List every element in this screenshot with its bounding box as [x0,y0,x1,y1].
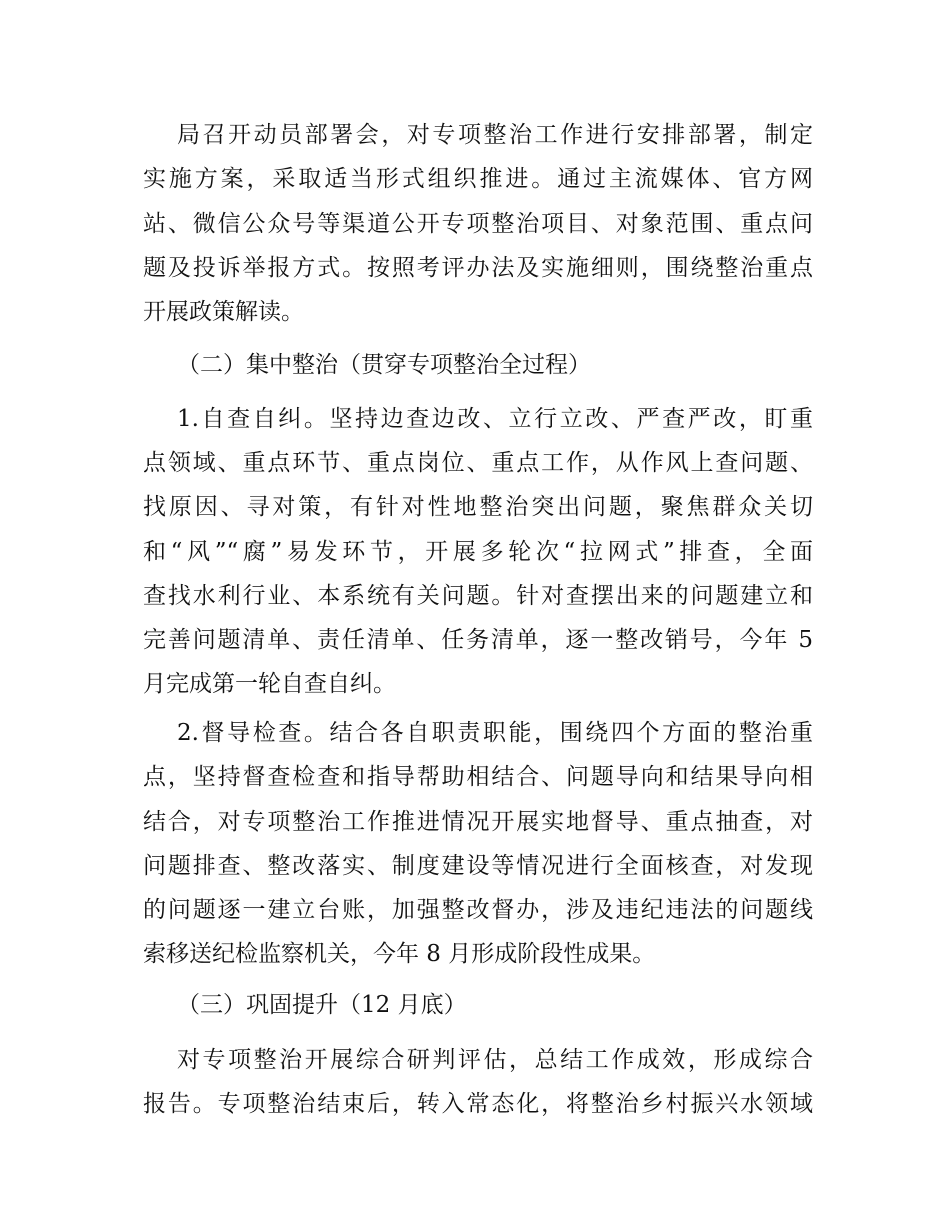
paragraph-3-line-4: 问题排查、整改落实、制度建设等情况进行全面核查，对发现 [143,853,813,879]
paragraph-3-line-6: 索移送纪检监察机关，今年 8 月形成阶段性成果。 [143,941,656,967]
section-heading-2: （二）集中整治（贯穿专项整治全过程） [177,352,591,378]
paragraph-2-line-7: 月完成第一轮自查自纠。 [143,671,396,697]
paragraph-3-line-5: 的问题逐一建立台账，加强整改督办，涉及违纪违法的问题线 [143,897,813,923]
paragraph-1-line-3: 站、微信公众号等渠道公开专项整治项目、对象范围、重点问 [143,211,813,237]
paragraph-3-line-2: 点，坚持督查检查和指导帮助相结合、问题导向和结果导向相 [143,764,813,790]
paragraph-2-line-2: 点领域、重点环节、重点岗位、重点工作，从作风上查问题、 [143,450,813,476]
paragraph-2-line-5: 查找水利行业、本系统有关问题。针对查摆出来的问题建立和 [143,583,813,609]
paragraph-2-line-6: 完善问题清单、责任清单、任务清单，逐一整改销号，今年 5 [143,627,813,653]
paragraph-1-line-5: 开展政策解读。 [143,299,304,325]
paragraph-1-line-2: 实施方案，采取适当形式组织推进。通过主流媒体、官方网 [143,166,813,192]
paragraph-3-line-1: 2.督导检查。结合各自职责职能，围绕四个方面的整治重 [177,720,813,746]
paragraph-1-line-1: 局召开动员部署会，对专项整治工作进行安排部署，制定 [177,122,813,148]
section-heading-3: （三）巩固提升（12 月底） [177,992,467,1018]
paragraph-2-line-4: 和“风”“腐”易发环节，开展多轮次“拉网式”排查，全面 [143,539,813,565]
paragraph-3-line-3: 结合，对专项整治工作推进情况开展实地督导、重点抽查，对 [143,809,813,835]
paragraph-4-line-2: 报告。专项整治结束后，转入常态化，将整治乡村振兴水领域 [143,1091,813,1117]
paragraph-4-line-1: 对专项整治开展综合研判评估，总结工作成效，形成综合 [177,1047,813,1073]
paragraph-2-line-3: 找原因、寻对策，有针对性地整治突出问题，聚焦群众关切 [143,494,813,520]
paragraph-1-line-4: 题及投诉举报方式。按照考评办法及实施细则，围绕整治重点 [143,255,813,281]
paragraph-2-line-1: 1.自查自纠。坚持边查边改、立行立改、严查严改，盯重 [177,406,813,432]
